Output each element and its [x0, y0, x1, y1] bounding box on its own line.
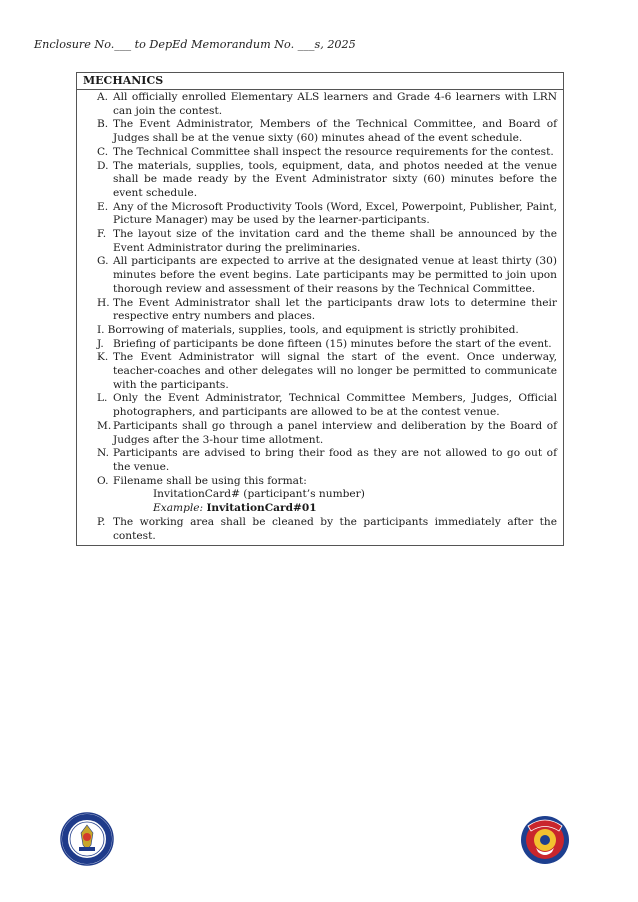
item-text: Briefing of participants be done fifteen (15) minutes before the start of the event.: [113, 337, 552, 350]
item-letter: E.: [97, 200, 109, 213]
item-letter: C.: [97, 145, 109, 158]
item-text: The Event Administrator shall let the participants draw lots to determine their respective entry numbers and places.: [113, 296, 557, 323]
example-value: InvitationCard#01: [206, 502, 317, 515]
enclosure-header: Enclosure No.___ to DepEd Memorandum No. ___s, 2025: [34, 38, 356, 51]
list-item: [83, 351, 557, 392]
item-text: Any of the Microsoft Productivity Tools (Word, Excel, Powerpoint, Publisher, Paint, Picture Manager) may be used by the learner-participants.: [113, 200, 557, 227]
item-letter: K.: [97, 351, 109, 364]
item-text: The Technical Committee shall inspect the resource requirements for the contest.: [113, 145, 554, 158]
list-item: [83, 91, 557, 118]
list-item: [83, 118, 557, 145]
list-item: [83, 447, 557, 474]
festival-logo-icon: [518, 812, 572, 866]
item-text: Participants shall go through a panel interview and deliberation by the Board of Judges after the 3-hour time allotment.: [113, 419, 557, 446]
list-item: [83, 516, 557, 543]
list-item: [83, 201, 557, 228]
item-letter: F.: [97, 228, 107, 241]
list-item: [83, 338, 557, 352]
list-item: [83, 420, 557, 447]
list-item: [83, 297, 557, 324]
item-letter: J.: [97, 337, 104, 350]
item-letter: P.: [97, 515, 106, 528]
list-item: [83, 160, 557, 201]
item-text: Participants are advised to bring their food as they are not allowed to go out of the venue.: [113, 447, 557, 473]
item-letter: A.: [97, 91, 109, 103]
item-text: Borrowing of materials, supplies, tools, and equipment is strictly prohibited.: [107, 323, 519, 336]
mechanics-list: [77, 90, 563, 545]
list-item: [83, 392, 557, 419]
item-letter: H.: [97, 296, 110, 309]
item-text: The materials, supplies, tools, equipment, data, and photos needed at the venue shall be made ready by the Event Administrator sixty (60) minutes before the event schedule.: [113, 159, 557, 199]
deped-seal-icon: [60, 812, 114, 866]
list-item: [83, 146, 557, 160]
item-letter: B.: [97, 118, 109, 131]
filename-example: [83, 502, 557, 516]
item-letter: M.: [97, 419, 112, 432]
item-letter: N.: [97, 447, 109, 460]
item-text: The Event Administrator, Members of the Technical Committee, and Board of Judges shall be at the venue sixty (60) minutes ahead of the event schedule.: [113, 118, 557, 145]
item-letter: O.: [97, 474, 109, 487]
item-text: Only the Event Administrator, Technical Committee Members, Judges, Official photographers, and participants are allowed to be at the contest venue.: [113, 392, 557, 419]
item-text: All participants are expected to arrive at the designated venue at least thirty (30) minutes before the event begins. Late participants may be permitted to join upon thorough review and assessment of their reasons by the Technical Committee.: [113, 255, 557, 295]
list-item: [83, 228, 557, 255]
item-letter: G.: [97, 255, 109, 268]
list-item: [83, 255, 557, 296]
list-item: [83, 324, 557, 338]
item-text: The Event Administrator will signal the start of the event. Once underway, teacher-coaches and other delegates will no longer be permitted to communicate with the participants.: [113, 351, 557, 391]
item-letter: L.: [97, 392, 108, 405]
example-label: Example:: [153, 502, 204, 515]
item-text: Filename shall be using this format:: [113, 474, 307, 487]
filename-format: InvitationCard# (participant’s number): [153, 488, 365, 501]
item-letter: I.: [97, 323, 105, 336]
mechanics-box: [76, 72, 564, 546]
list-item: [83, 475, 557, 489]
item-text: The working area shall be cleaned by the participants immediately after the contest.: [113, 515, 557, 542]
item-text: All officially enrolled Elementary ALS learners and Grade 4-6 learners with LRN can join the contest.: [113, 91, 557, 117]
mechanics-title: MECHANICS: [77, 73, 563, 90]
item-text: The layout size of the invitation card and the theme shall be announced by the Event Administrator during the preliminaries.: [113, 228, 557, 254]
item-letter: D.: [97, 159, 109, 172]
